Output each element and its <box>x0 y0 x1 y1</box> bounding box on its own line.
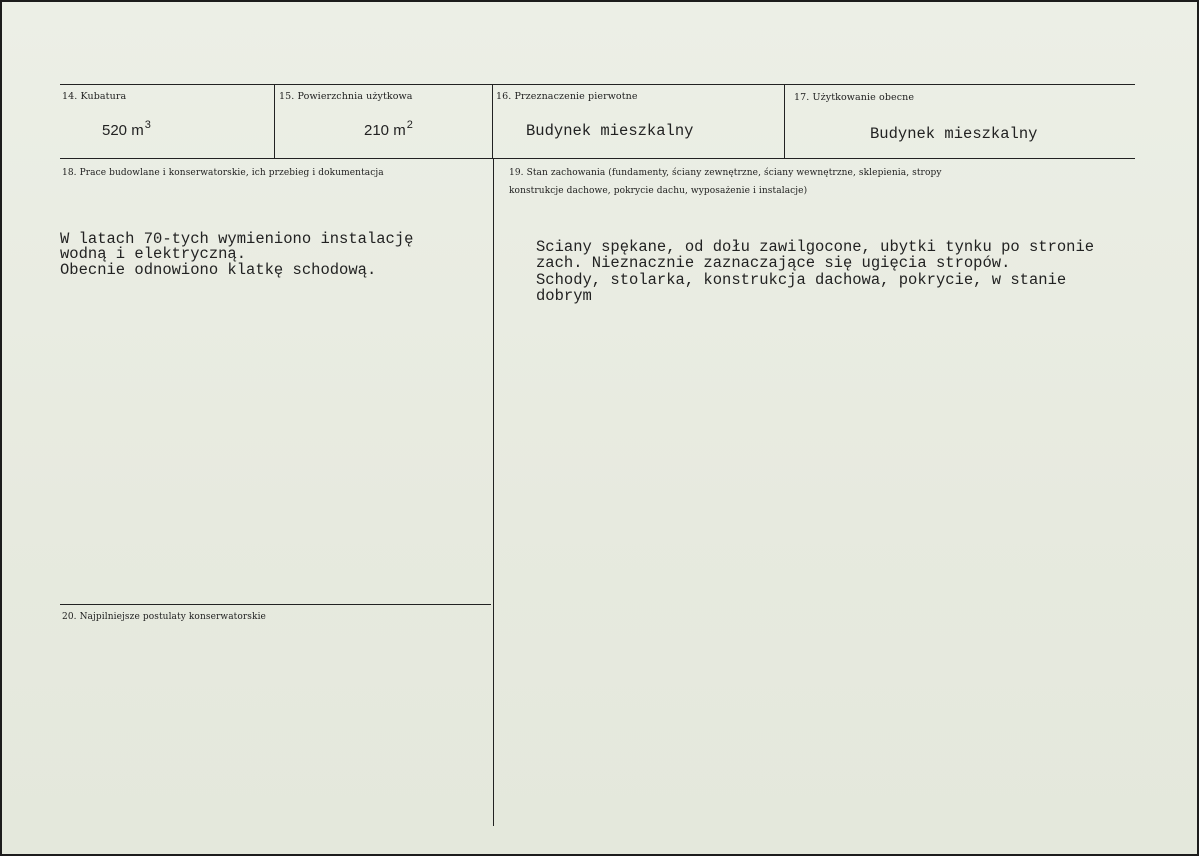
field-20-label: 20. Najpilniejsze postulaty konserwatorskie <box>62 612 266 622</box>
field-15-value-text: 210 m <box>364 122 406 139</box>
field-19-line: Sciany spękane, od dołu zawilgocone, ubytki tynku po stronie <box>536 238 1095 256</box>
field-18-line: wodną i elektryczną. <box>60 245 247 263</box>
divider-14-15 <box>274 84 275 159</box>
field-17-value: Budynek mieszkalny <box>870 125 1038 143</box>
field-18-line: Obecnie odnowiono klatkę schodową. <box>60 261 377 279</box>
field-19-line: dobrym <box>536 287 592 305</box>
main-column-divider <box>493 158 494 826</box>
field-15-value <box>364 119 413 139</box>
top-row-bottom-rule <box>60 158 1135 159</box>
field-16-value: Budynek mieszkalny <box>526 122 694 140</box>
field-20-top-rule <box>60 604 491 605</box>
field-17-label: 17. Użytkowanie obecne <box>794 92 915 103</box>
field-19-line: Schody, stolarka, konstrukcja dachowa, pokrycie, w stanie <box>536 271 1067 289</box>
divider-16-17 <box>784 84 785 159</box>
field-19-line: zach. Nieznacznie zaznaczające się ugięcia stropów. <box>536 254 1011 272</box>
top-row-top-rule <box>60 84 1135 85</box>
field-18-label: 18. Prace budowlane i konserwatorskie, ich przebieg i dokumentacja <box>62 168 384 178</box>
field-19-label-line2: konstrukcje dachowe, pokrycie dachu, wyposażenie i instalacje) <box>509 186 808 196</box>
field-16-label: 16. Przeznaczenie pierwotne <box>496 91 638 102</box>
divider-15-16 <box>492 84 493 159</box>
field-14-value-text: 520 m <box>102 122 144 139</box>
field-14-unit-superscript: 3 <box>144 119 151 131</box>
field-15-unit-superscript: 2 <box>406 119 413 131</box>
field-19-label-line1: 19. Stan zachowania (fundamenty, ściany zewnętrzne, ściany wewnętrzne, sklepienia, stropy <box>509 168 942 178</box>
field-15-label: 15. Powierzchnia użytkowa <box>279 91 413 102</box>
field-14-label: 14. Kubatura <box>62 91 127 102</box>
field-18-line: W latach 70-tych wymieniono instalację <box>60 230 414 248</box>
field-14-value <box>102 119 151 139</box>
